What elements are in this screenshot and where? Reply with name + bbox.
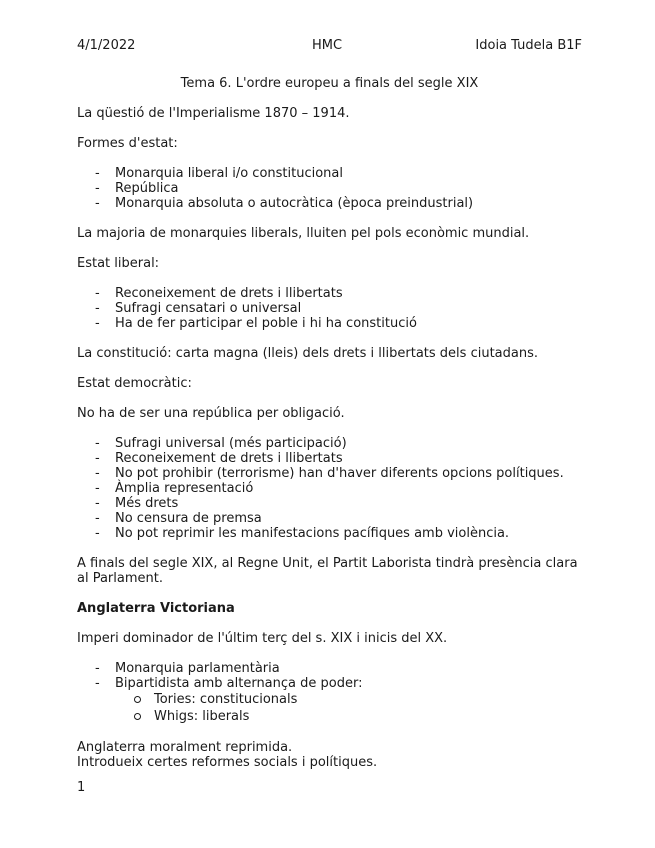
dash-bullet: - (95, 301, 100, 316)
header-author: Idoia Tudela B1F (475, 38, 582, 53)
list-item: - Reconeixement de drets i llibertats (95, 451, 343, 466)
dash-bullet: - (95, 436, 100, 451)
closing-line-1: Anglaterra moralment reprimida. (77, 740, 293, 755)
list-item: - Monarquia absoluta o autocràtica (època preindustrial) (95, 196, 474, 211)
circle-bullet-icon (134, 713, 141, 720)
header-date: 4/1/2022 (77, 38, 136, 53)
dash-bullet: - (95, 286, 100, 301)
dash-bullet: - (95, 481, 100, 496)
list-item: - Bipartidista amb alternança de poder: Tories: constitucionals Whigs: liberals (77, 676, 582, 725)
dash-bullet: - (95, 181, 100, 196)
victorian-intro: Imperi dominador de l'últim terç del s. XIX i inicis del XX. (77, 631, 448, 646)
dash-bullet: - (95, 496, 100, 511)
list-item: - Sufragi censatari o universal (95, 301, 302, 316)
dash-bullet: - (95, 316, 100, 331)
liberal-heading: Estat liberal: (77, 256, 160, 271)
list-item: - Ha de fer participar el poble i hi ha constitució (95, 316, 417, 331)
list-item: - Reconeixement de drets i llibertats (95, 286, 343, 301)
section-heading-victorian: Anglaterra Victoriana (77, 601, 235, 616)
forms-heading: Formes d'estat: (77, 136, 178, 151)
parties-list (115, 691, 582, 725)
dash-bullet: - (95, 676, 100, 691)
list-item: - Monarquia liberal i/o constitucional (95, 166, 343, 181)
liberal-monarchies-paragraph: La majoria de monarquies liberals, lluiten pel pols econòmic mundial. (77, 226, 530, 241)
dash-bullet: - (95, 661, 100, 676)
democratic-heading: Estat democràtic: (77, 376, 192, 391)
forms-list (77, 166, 582, 211)
labour-party-paragraph: A finals del segle XIX, al Regne Unit, el Partit Laborista tindrà presència clara al Parlament. (77, 556, 578, 586)
document-page (77, 0, 582, 848)
list-item: Tories: constitucionals (115, 691, 582, 708)
intro-paragraph: La qüestió de l'Imperialisme 1870 – 1914. (77, 106, 350, 121)
page-header (77, 37, 582, 55)
list-item: - No censura de premsa (95, 511, 262, 526)
list-item: - No pot prohibir (terrorisme) han d'haver diferents opcions polítiques. (95, 466, 564, 481)
list-item: - Monarquia parlamentària (95, 661, 280, 676)
dash-bullet: - (95, 451, 100, 466)
list-item: - República (95, 181, 179, 196)
list-item: Whigs: liberals (115, 708, 582, 725)
dash-bullet: - (95, 466, 100, 481)
list-item: - Sufragi universal (més participació) (95, 436, 347, 451)
document-title: Tema 6. L'ordre europeu a finals del segle XIX (180, 76, 479, 91)
democratic-list (77, 436, 582, 541)
dash-bullet: - (95, 526, 100, 541)
page-number: 1 (77, 780, 86, 795)
circle-bullet-icon (134, 696, 141, 703)
democratic-note: No ha de ser una república per obligació. (77, 406, 345, 421)
victorian-list (77, 661, 582, 725)
list-item: - No pot reprimir les manifestacions pacífiques amb violència. (95, 526, 510, 541)
header-subject: HMC (312, 38, 343, 53)
list-item: - Més drets (95, 496, 179, 511)
constitution-paragraph: La constitució: carta magna (lleis) dels drets i llibertats dels ciutadans. (77, 346, 538, 361)
dash-bullet: - (95, 166, 100, 181)
dash-bullet: - (95, 511, 100, 526)
dash-bullet: - (95, 196, 100, 211)
list-item: - Àmplia representació (95, 481, 254, 496)
closing-line-2: Introdueix certes reformes socials i polítiques. (77, 755, 378, 770)
liberal-list (77, 286, 582, 331)
